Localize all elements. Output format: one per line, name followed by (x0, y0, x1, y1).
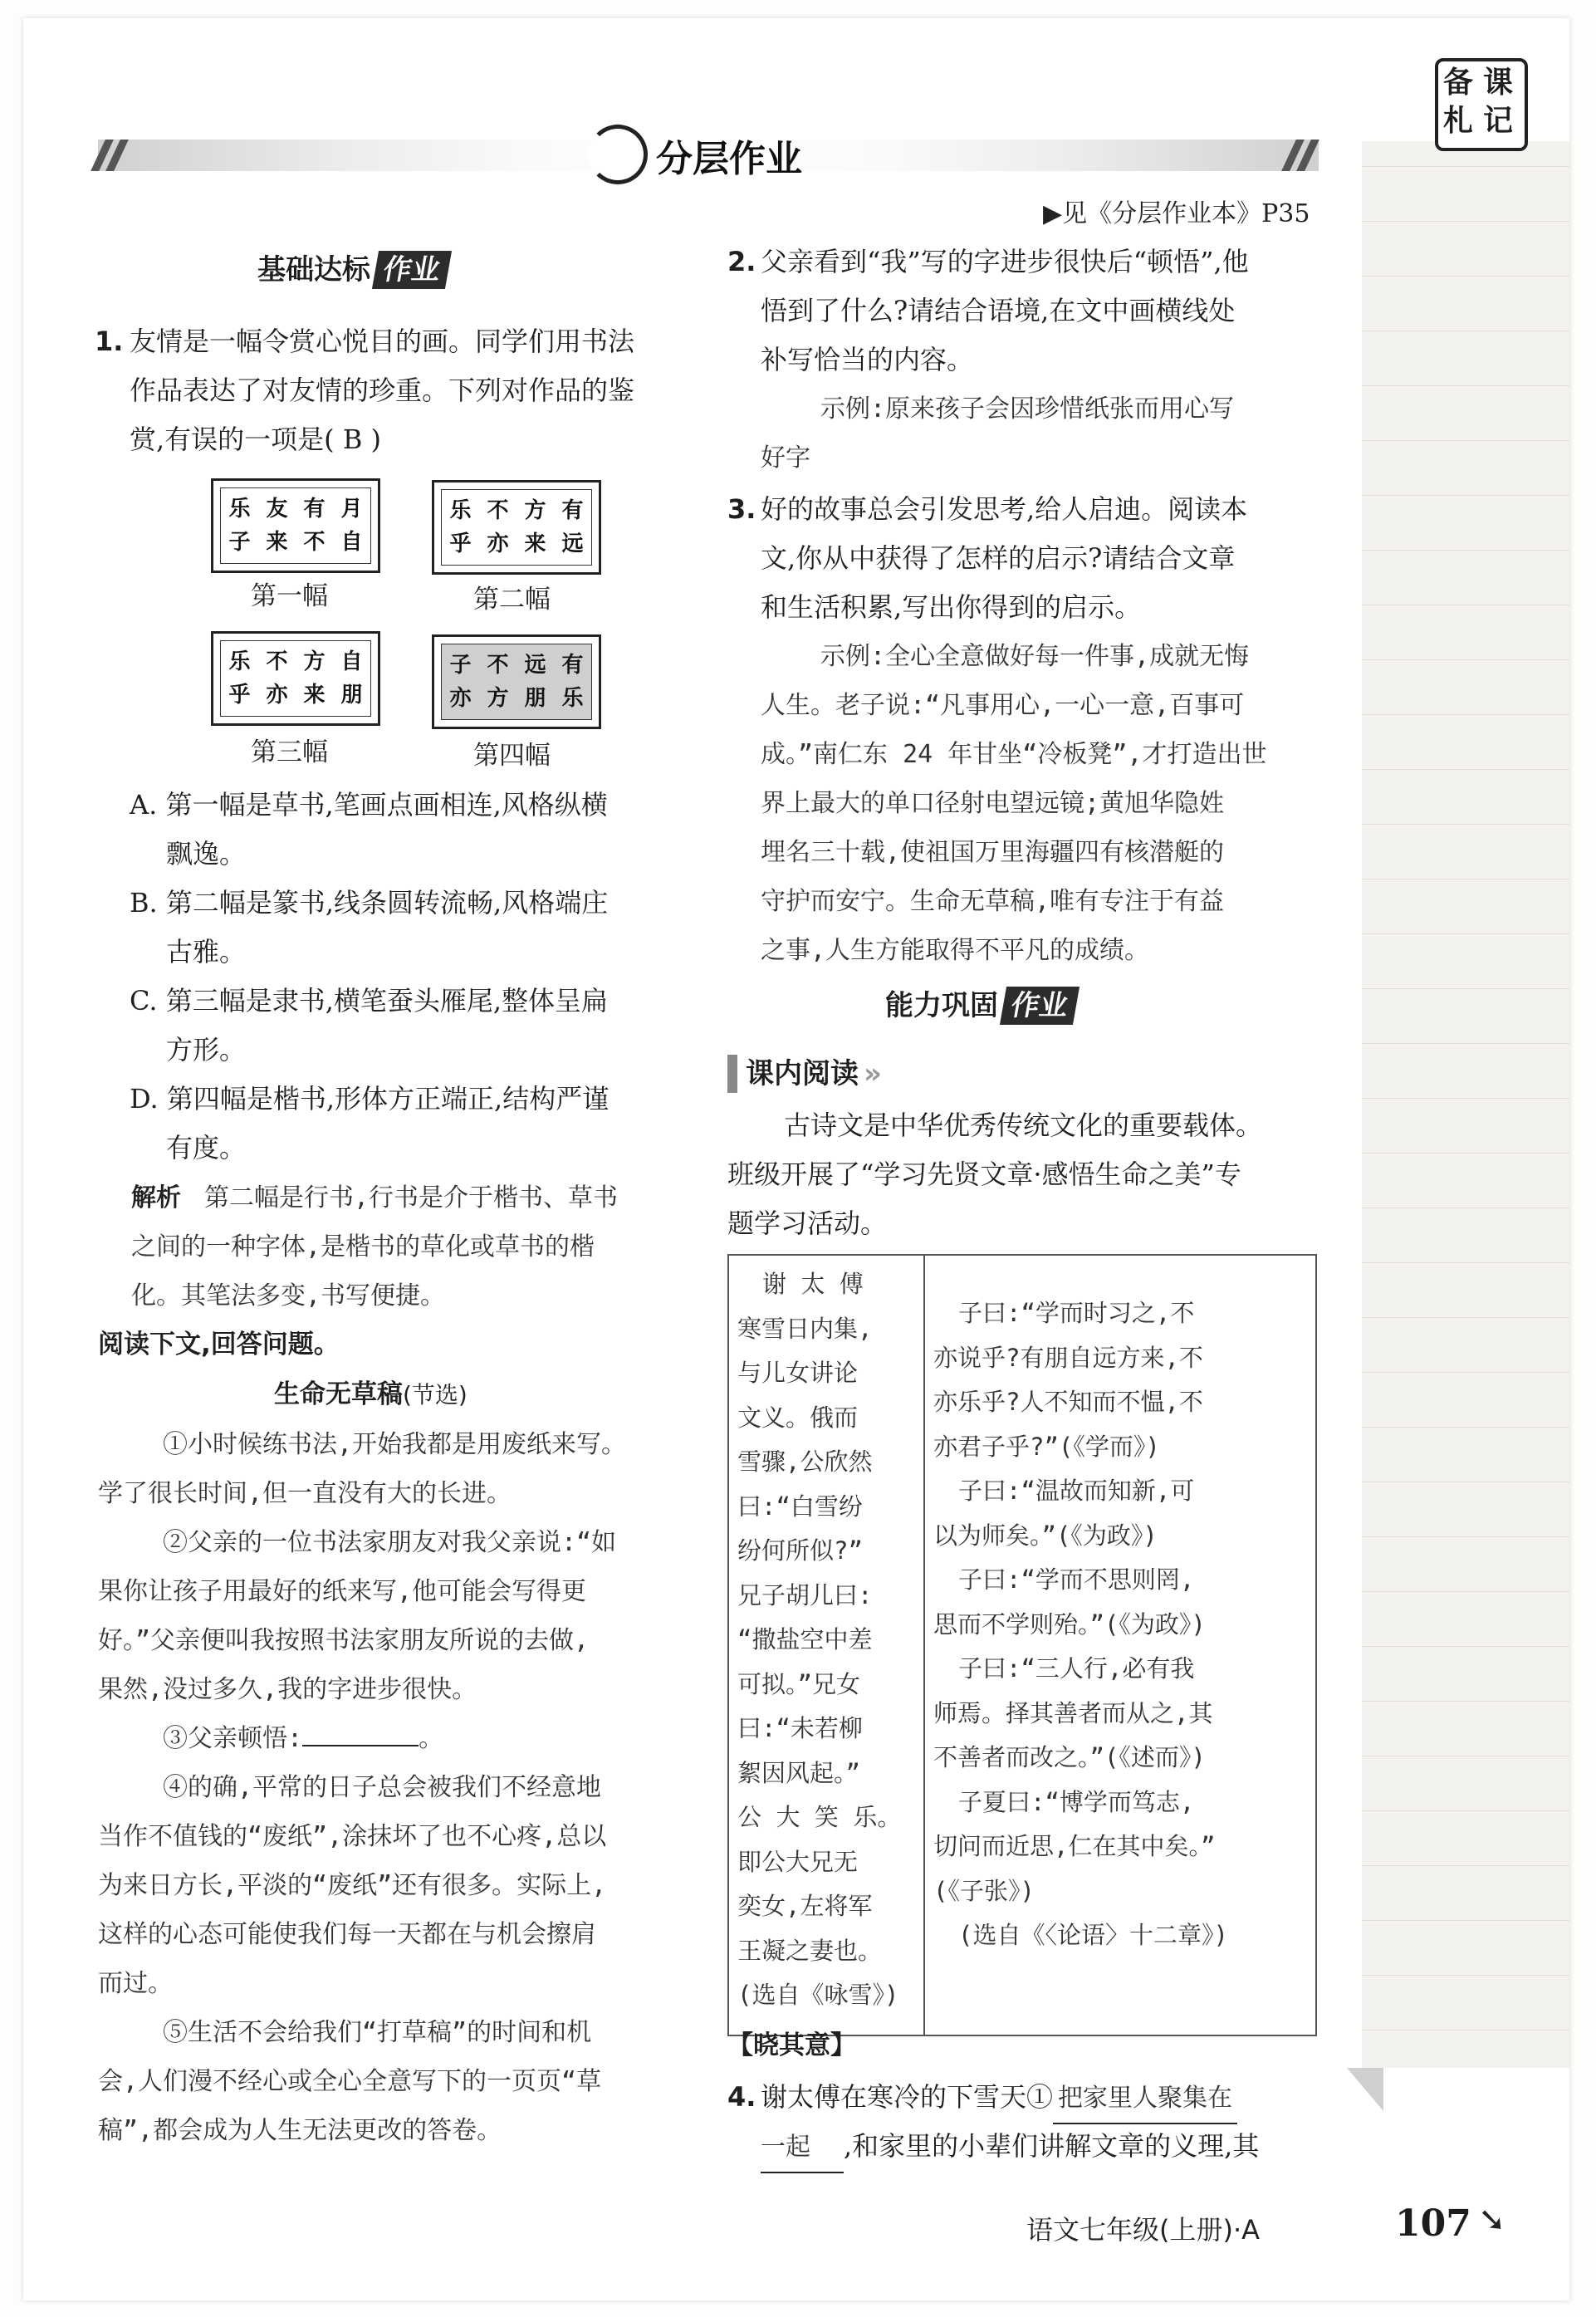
calligraphy-char: 不 (266, 649, 288, 674)
poem-line: 子曰:“温故而知新,可 (958, 1477, 1195, 1505)
notes-line (1362, 221, 1569, 222)
q4-answer-2: 一起 (761, 2123, 844, 2173)
paragraph-1: ①小时候练书法,开始我都是用废纸来写。 (163, 1430, 627, 1459)
section-basic (257, 251, 448, 289)
caption-3: 第三幅 (251, 737, 328, 767)
poem-line: 寒雪日内集, (737, 1314, 873, 1343)
paragraph-2: 果然,没过多久,我的字进步很快。 (98, 1675, 477, 1704)
q1-line: 作品表达了对友情的珍重。下列对作品的鉴 (130, 375, 635, 406)
poem-line: 与儿女讲论 (737, 1359, 859, 1387)
double-chevron-icon: » (864, 1057, 882, 1090)
page-title: 分层作业 (656, 138, 802, 180)
q3-answer: 人生。老子说:“凡事用心,一心一意,百事可 (761, 691, 1245, 720)
poem-line: 曰:“白雪纷 (737, 1492, 863, 1521)
paragraph-4: 而过。 (98, 1969, 173, 1998)
q4-line-1 (761, 2073, 1237, 2124)
paragraph-3 (163, 1714, 443, 1763)
page-number: 107 (1395, 2202, 1471, 2245)
paragraph-5: ⑤生活不会给我们“打草稿”的时间和机 (163, 2018, 592, 2047)
calligraphy-char: 来 (524, 531, 546, 556)
calligraphy-image-2 (432, 480, 601, 575)
reading-title-note: (节选) (403, 1381, 468, 1408)
q3-answer: 成。”南仁东 24 年甘坐“冷板凳”,才打造出世 (761, 740, 1267, 769)
paragraph-4: 为来日方长,平淡的“废纸”还有很多。实际上, (98, 1871, 607, 1900)
notes-line (1362, 1865, 1569, 1866)
q3-line: 好的故事总会引发思考,给人启迪。阅读本 (761, 493, 1248, 525)
poem-line: 絮因风起。” (737, 1758, 860, 1787)
intro-line: 题学习活动。 (727, 1207, 888, 1239)
notes-line (1362, 769, 1569, 770)
paragraph-3-text: ③父亲顿悟: (163, 1724, 303, 1753)
calligraphy-char: 月 (340, 497, 363, 522)
calligraphy-char: 不 (487, 653, 509, 678)
notes-line (1362, 1591, 1569, 1592)
poem-line: 奕女,左将军 (737, 1892, 873, 1920)
poem-line: 公 大 笑 乐。 (737, 1803, 902, 1831)
stamp-char: 备 (1443, 66, 1474, 100)
q2-line: 父亲看到“我”写的字进步很快后“顿悟”,他 (761, 246, 1249, 277)
q3-answer: 埋名三十载,使祖国万里海疆四有核潜艇的 (761, 838, 1225, 867)
notes-line (1362, 1262, 1569, 1263)
section-ability-label: 能力巩固 (885, 989, 998, 1022)
notes-line (1362, 1043, 1569, 1044)
calligraphy-image-3 (211, 631, 380, 726)
poem-line: 亦乐乎?人不知而不愠,不 (933, 1388, 1203, 1416)
poem-line: 思而不学则殆。”(《为政》) (933, 1609, 1206, 1639)
paragraph-5: 稿”,都会成为人生无法更改的答卷。 (98, 2116, 502, 2145)
notes-line (1362, 385, 1569, 386)
poem-line: 以为师矣。”(《为政》) (933, 1521, 1158, 1550)
notes-stamp (1435, 58, 1528, 151)
paragraph-2: 好。”父亲便叫我按照书法家朋友所说的去做, (98, 1626, 590, 1655)
q4-line-2 (761, 2122, 1259, 2173)
caption-1: 第一幅 (251, 581, 328, 611)
analysis-line: 之间的一种字体,是楷书的草化或草书的楷 (131, 1232, 595, 1261)
q4-text: ,和家里的小辈们讲解文章的义理,其 (844, 2130, 1260, 2162)
notes-line (1362, 659, 1569, 660)
reference-note: ▶见《分层作业本》P35 (1043, 199, 1310, 228)
calligraphy-char: 远 (561, 531, 584, 556)
q1-number: 1. (95, 326, 124, 357)
calligraphy-char: 亦 (449, 686, 472, 711)
option-a: A. 第一幅是草书,笔画点画相连,风格纵横 (130, 789, 608, 821)
notes-line (1362, 1536, 1569, 1537)
poem-divider (923, 1254, 925, 2035)
option-d-cont: 有度。 (166, 1132, 247, 1163)
option-b: B. 第二幅是篆书,线条圆转流畅,风格端庄 (130, 887, 609, 918)
option-a-cont: 飘逸。 (166, 838, 247, 869)
poem-line: 子曰:“三人行,必有我 (958, 1654, 1195, 1683)
calligraphy-char: 子 (449, 653, 472, 678)
paragraph-2: 果你让孩子用最好的纸来写,他可能会写得更 (98, 1577, 587, 1606)
calligraphy-char: 有 (561, 653, 584, 678)
notes-line (1362, 988, 1569, 989)
poem-line: (选自《〈论语〉十二章》) (958, 1921, 1228, 1949)
reading-title-text: 生命无草稿 (274, 1379, 403, 1409)
poem-line: “撒盐空中差 (737, 1625, 873, 1653)
notes-line (1362, 1920, 1569, 1921)
paragraph-1: 学了很长时间,但一直没有大的长进。 (98, 1479, 512, 1508)
notes-line (1362, 1701, 1569, 1702)
calligraphy-char: 有 (303, 497, 326, 522)
calligraphy-char: 来 (266, 530, 288, 555)
analysis-line: 化。其笔法多变,书写便捷。 (131, 1281, 446, 1310)
q2-answer: 好字 (761, 443, 810, 473)
paragraph-2: ②父亲的一位书法家朋友对我父亲说:“如 (163, 1528, 617, 1557)
option-c: C. 第三幅是隶书,横笔蚕头雁尾,整体呈扁 (130, 985, 609, 1016)
notes-line (1362, 714, 1569, 715)
calligraphy-char: 不 (303, 530, 326, 555)
calligraphy-char: 朋 (524, 686, 546, 711)
section-ability-tag: 作业 (1000, 987, 1080, 1025)
q4-answer-1: 把家里人聚集在 (1053, 2074, 1237, 2124)
xiaoqiyi-label: 【晓其意】 (727, 2030, 856, 2060)
q3-answer: 守护而安宁。生命无草稿,唯有专注于有益 (761, 887, 1225, 916)
calligraphy-char: 乎 (228, 683, 251, 708)
reading-title (274, 1370, 468, 1419)
notes-line (1362, 824, 1569, 825)
option-d: D. 第四幅是楷书,形体方正端正,结构严谨 (130, 1083, 610, 1114)
reading-bar (727, 1055, 737, 1093)
section-reading (746, 1055, 882, 1093)
notes-sidebar (1362, 141, 1569, 2068)
paragraph-5: 会,人们漫不经心或全心全意写下的一页页“草 (98, 2067, 602, 2096)
notes-line (1362, 1372, 1569, 1373)
q3-line: 和生活积累,写出你得到的启示。 (761, 591, 1142, 623)
caption-2: 第二幅 (473, 585, 551, 615)
calligraphy-char: 不 (487, 498, 509, 523)
poem-line: 师焉。择其善者而从之,其 (933, 1698, 1213, 1727)
calligraphy-char: 方 (524, 498, 546, 523)
q2-number: 2. (727, 246, 756, 277)
analysis-line: 第二幅是行书,行书是介于楷书、草书 (204, 1183, 619, 1212)
poem-line: 子夏曰:“博学而笃志, (958, 1787, 1195, 1816)
calligraphy-char: 乎 (449, 531, 472, 556)
paragraph-4: 这样的心态可能使我们每一天都在与机会擦肩 (98, 1920, 596, 1949)
notes-line (1362, 1317, 1569, 1318)
calligraphy-char: 自 (340, 649, 363, 674)
q3-line: 文,你从中获得了怎样的启示?请结合文章 (761, 542, 1236, 574)
section-basic-tag: 作业 (372, 251, 452, 289)
q4-number: 4. (727, 2081, 756, 2113)
notes-line (1362, 495, 1569, 496)
section-basic-label: 基础达标 (257, 253, 370, 287)
notes-line (1362, 1810, 1569, 1811)
poem-line: 即公大兄无 (737, 1847, 859, 1876)
caption-4: 第四幅 (473, 741, 551, 771)
q3-answer: 界上最大的单口径射电望远镜;黄旭华隐姓 (761, 789, 1225, 818)
poem-line: (《子张》) (933, 1876, 1035, 1905)
poem-line: 不善者而改之。”(《述而》) (933, 1743, 1206, 1771)
paragraph-3-end: 。 (419, 1724, 444, 1753)
calligraphy-char: 方 (487, 686, 509, 711)
poem-line: (选自《咏雪》) (737, 1981, 899, 2009)
poem-line: 子曰:“学而不思则罔, (958, 1565, 1195, 1594)
poem-line: 雪骤,公欣然 (737, 1448, 873, 1476)
stamp-char: 记 (1483, 104, 1514, 138)
option-b-cont: 古雅。 (166, 936, 247, 967)
q3-answer: 示例:全心全意做好每一件事,成就无悔 (820, 642, 1250, 671)
stamp-char: 札 (1443, 104, 1474, 138)
corner-fold-icon (1347, 2068, 1383, 2111)
poem-line: 曰:“未若柳 (737, 1714, 863, 1742)
notes-line (1362, 933, 1569, 934)
section-ability (885, 987, 1076, 1025)
calligraphy-char: 方 (303, 649, 326, 674)
poem-line: 文义。俄而 (737, 1403, 859, 1432)
answer-blank[interactable] (302, 1745, 419, 1746)
q2-answer: 示例:原来孩子会因珍惜纸张而用心写 (820, 394, 1235, 424)
stamp-char: 课 (1483, 66, 1514, 100)
notes-line (1362, 166, 1569, 167)
notes-line (1362, 1153, 1569, 1154)
paragraph-4: ④的确,平常的日子总会被我们不经意地 (163, 1773, 602, 1802)
calligraphy-char: 来 (303, 683, 326, 708)
poem-line: 纷何所似?” (737, 1536, 863, 1565)
notes-line (1362, 1207, 1569, 1208)
reading-instruction: 阅读下文,回答问题。 (98, 1330, 340, 1359)
footer-arrow-icon: ➘ (1478, 2201, 1506, 2239)
calligraphy-char: 友 (266, 497, 288, 522)
calligraphy-char: 有 (561, 498, 584, 523)
q4-text: 谢太傅在寒冷的下雪天① (761, 2081, 1054, 2113)
header-logo-icon (588, 125, 648, 184)
poem-line: 可拟。”兄女 (737, 1669, 860, 1698)
notes-line (1362, 1098, 1569, 1099)
option-c-cont: 方形。 (166, 1034, 247, 1065)
notes-line (1362, 1646, 1569, 1647)
calligraphy-char: 朋 (340, 683, 363, 708)
notes-line (1362, 550, 1569, 551)
q1-line: 友情是一幅令赏心悦目的画。同学们用书法 (130, 326, 635, 357)
notes-line (1362, 276, 1569, 277)
poem-line: 兄子胡儿曰: (737, 1580, 873, 1609)
poem-line: 切问而近思,仁在其中矣。” (933, 1832, 1216, 1860)
section-reading-label: 课内阅读 (746, 1057, 859, 1090)
poem-line: 亦君子乎?”(《学而》) (933, 1432, 1160, 1461)
paragraph-4: 当作不值钱的“废纸”,涂抹坏了也不心疼,总以 (98, 1822, 607, 1851)
q3-answer: 之事,人生方能取得不平凡的成绩。 (761, 936, 1150, 965)
footer-book: 语文七年级(上册)·A (1026, 2214, 1261, 2246)
q2-line: 悟到了什么?请结合语境,在文中画横线处 (761, 295, 1236, 326)
calligraphy-char: 乐 (449, 498, 472, 523)
calligraphy-char: 亦 (266, 683, 288, 708)
calligraphy-image-1 (211, 478, 380, 573)
q2-line: 补写恰当的内容。 (761, 344, 974, 375)
calligraphy-char: 乐 (561, 686, 584, 711)
poem-line: 王凝之妻也。 (737, 1936, 883, 1965)
intro-line: 古诗文是中华优秀传统文化的重要载体。 (784, 1110, 1263, 1141)
poem-line: 谢 太 傅 (762, 1270, 864, 1298)
notes-line (1362, 440, 1569, 441)
intro-line: 班级开展了“学习先贤文章·感悟生命之美”专 (727, 1158, 1241, 1190)
calligraphy-char: 子 (228, 530, 251, 555)
analysis-label: 解析 (131, 1183, 181, 1212)
calligraphy-char: 乐 (228, 497, 251, 522)
calligraphy-char: 自 (340, 530, 363, 555)
poem-line: 子曰:“学而时习之,不 (958, 1299, 1195, 1327)
notes-line (1362, 1427, 1569, 1428)
q1-line: 赏,有误的一项是( B ) (130, 424, 382, 455)
calligraphy-char: 亦 (487, 531, 509, 556)
q3-number: 3. (727, 493, 756, 525)
calligraphy-image-4 (432, 634, 601, 729)
calligraphy-char: 远 (524, 653, 546, 678)
notes-line (1362, 1975, 1569, 1976)
calligraphy-char: 乐 (228, 649, 251, 674)
poem-line: 亦说乎?有朋自远方来,不 (933, 1343, 1203, 1372)
